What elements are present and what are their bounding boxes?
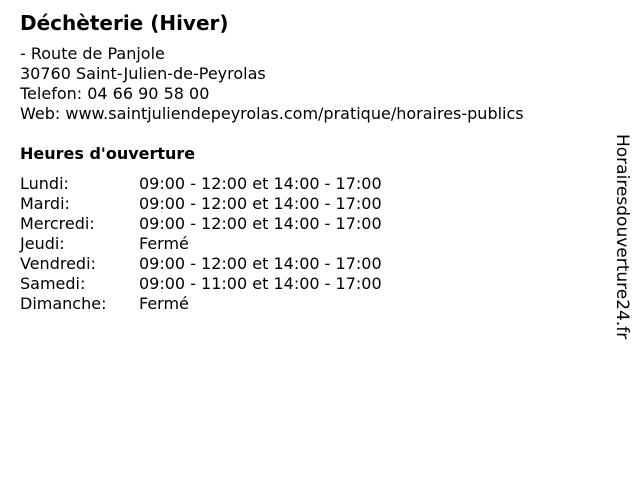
- time-value: Fermé: [139, 294, 189, 313]
- day-label: Lundi:: [20, 174, 69, 193]
- hours-heading: Heures d'ouverture: [20, 144, 196, 163]
- address-block: [20, 44, 524, 124]
- brand-watermark: [612, 134, 632, 344]
- phone-number: Telefon: 04 66 90 58 00: [20, 84, 210, 103]
- day-label: Vendredi:: [20, 254, 96, 273]
- day-label: Mardi:: [20, 194, 70, 213]
- city-postal: 30760 Saint-Julien-de-Peyrolas: [20, 64, 266, 83]
- website: Web: www.saintjuliendepeyrolas.com/pratique/horaires-publics: [20, 104, 524, 123]
- time-value: Fermé: [139, 234, 189, 253]
- day-label: Mercredi:: [20, 214, 95, 233]
- day-label: Samedi:: [20, 274, 86, 293]
- day-label: Jeudi:: [20, 234, 65, 253]
- brand-label: Horairesdouverture24.fr: [612, 134, 632, 340]
- time-value: 09:00 - 12:00 et 14:00 - 17:00: [139, 194, 382, 213]
- day-label: Dimanche:: [20, 294, 107, 313]
- time-value: 09:00 - 12:00 et 14:00 - 17:00: [139, 214, 382, 233]
- page-title: Déchèterie (Hiver): [20, 11, 229, 35]
- time-value: 09:00 - 12:00 et 14:00 - 17:00: [139, 254, 382, 273]
- street-address: - Route de Panjole: [20, 44, 165, 63]
- time-value: 09:00 - 12:00 et 14:00 - 17:00: [139, 174, 382, 193]
- time-value: 09:00 - 11:00 et 14:00 - 17:00: [139, 274, 382, 293]
